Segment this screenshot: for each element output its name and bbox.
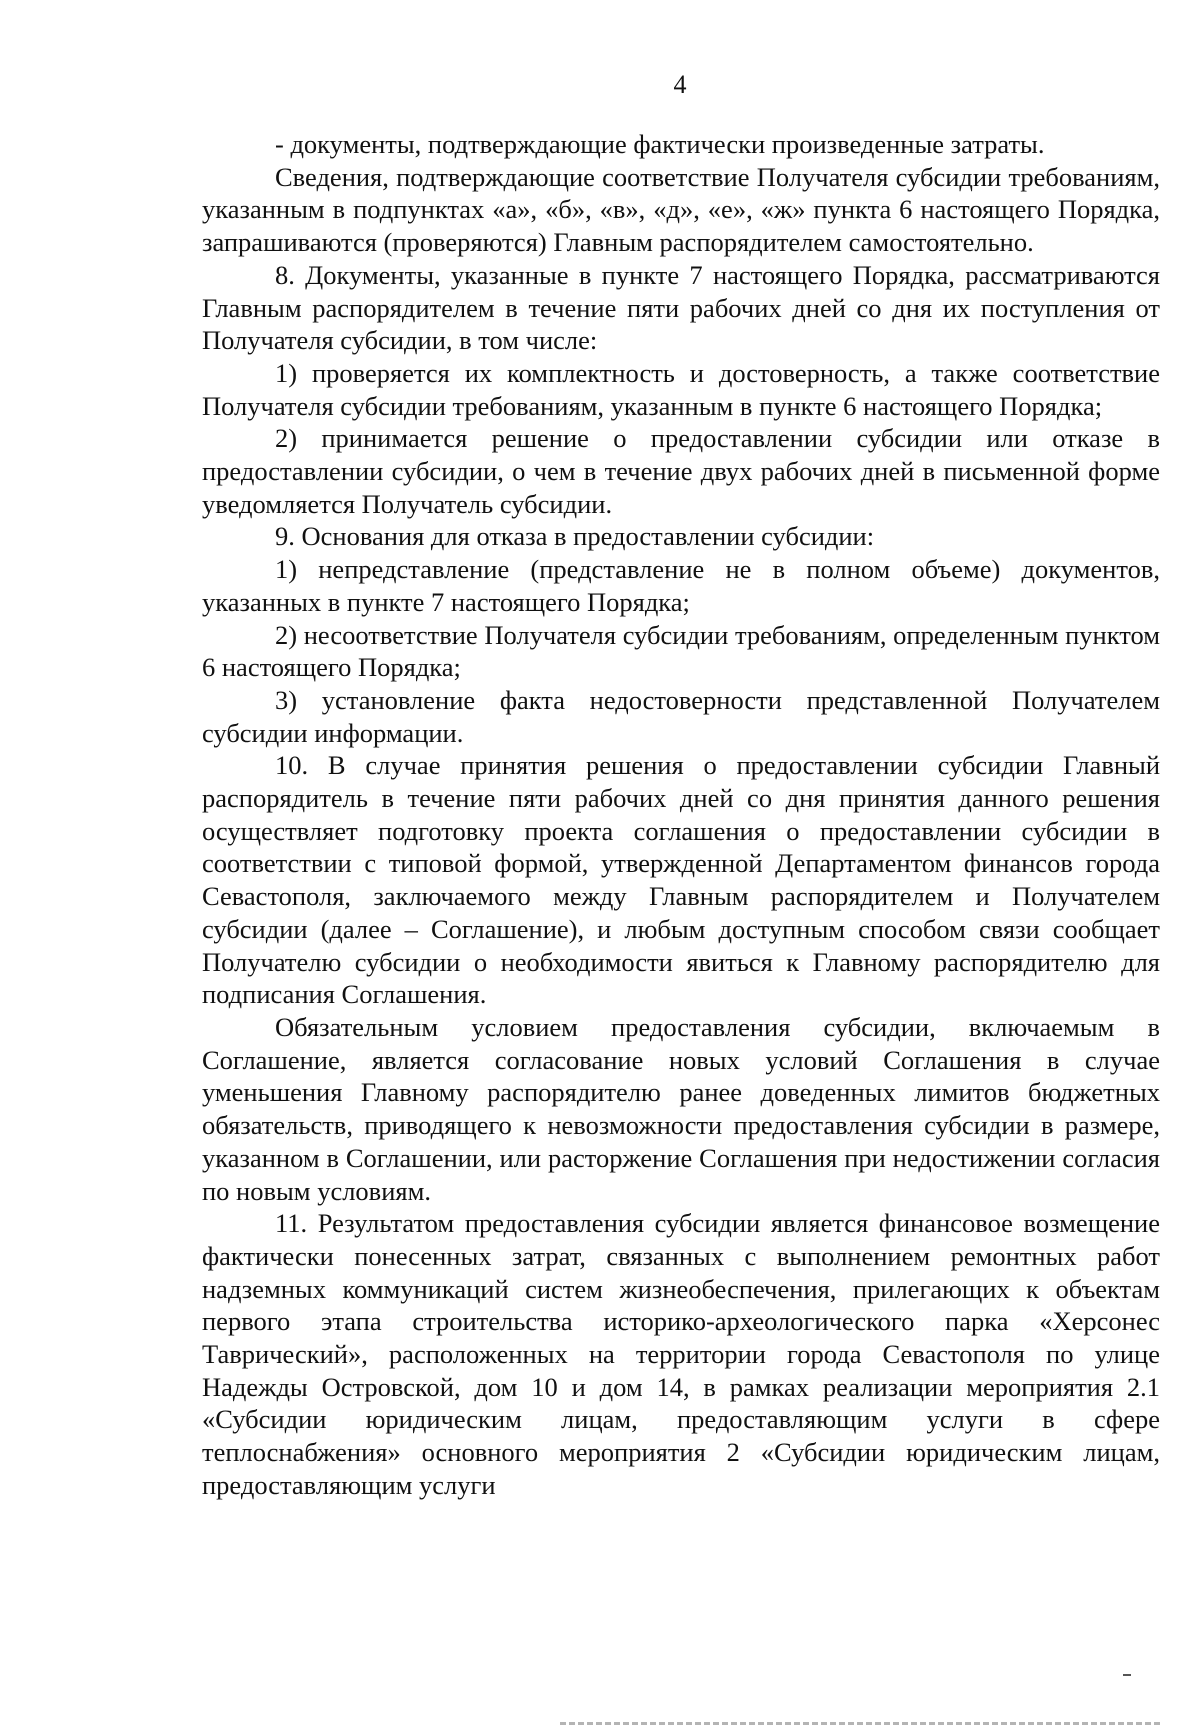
paragraph-documents-costs: - документы, подтверждающие фактически произведенные затраты. bbox=[275, 129, 1045, 159]
paragraph-item-9: 9. Основания для отказа в предоставлении субсидии: bbox=[275, 521, 875, 552]
paragraph-item-11: 11. Результатом предоставления субсидии является финансовое возмещение фактически понесенных затрат, связанных с выполнением ремонтных работ надземных коммуникаций систем жизнеобеспечения, прилегающих к объектам первого этапа строительства историко-археологического парка «Херсонес Таврический», расположенных на территории города Севастополя по улице Надежды Островской, дом 10 и дом 14, в рамках реализации мероприятия 2.1 «Субсидии юридическим лицам, предоставляющим услуги в сфере теплоснабжения» основного мероприятия 2 «Субсидии юридическим лицам, предоставляющим услуги bbox=[202, 1208, 1160, 1500]
scan-mark bbox=[1123, 1674, 1131, 1676]
paragraph-item-9-2: 2) несоответствие Получателя субсидии требованиям, определенным пунктом 6 настоящего Порядка; bbox=[202, 619, 1160, 683]
paragraph-item-8-1: 1) проверяется их комплектность и достоверность, а также соответствие Получателя субсидии требованиям, указанным в пункте 6 настоящего Порядка; bbox=[202, 357, 1160, 421]
page-number: 4 bbox=[673, 70, 687, 99]
paragraph-item-8: 8. Документы, указанные в пункте 7 настоящего Порядка, рассматриваются Главным распорядителем в течение пяти рабочих дней со дня их поступления от Получателя субсидии, в том числе: bbox=[202, 259, 1160, 356]
document-body bbox=[202, 128, 1160, 1502]
paragraph-item-8-2: 2) принимается решение о предоставлении субсидии или отказе в предоставлении субсидии, о чем в течение двух рабочих дней в письменной форме уведомляется Получатель субсидии. bbox=[202, 423, 1160, 519]
paragraph-item-9-1: 1) непредставление (представление не в полном объеме) документов, указанных в пункте 7 настоящего Порядка; bbox=[202, 554, 1160, 617]
paragraph-item-10: 10. В случае принятия решения о предоставлении субсидии Главный распорядитель в течение пяти рабочих дней со дня принятия данного решения осуществляет подготовку проекта соглашения о предоставлении субсидии в соответствии с типовой формой, утвержденной Департаментом финансов города Севастополя, заключаемого между Главным распорядителем и Получателем субсидии (далее – Соглашение), и любым доступным способом связи сообщает Получателю субсидии о необходимости явиться к Главному распорядителю для подписания Соглашения. bbox=[202, 750, 1160, 1010]
paragraph-recipient-info: Сведения, подтверждающие соответствие Получателя субсидии требованиям, указанным в подпунктах «а», «б», «в», «д», «е», «ж» пункта 6 настоящего Порядка, запрашиваются (проверяются) Главным распорядителем самостоятельно. bbox=[202, 161, 1160, 258]
scan-artifact-line bbox=[560, 1722, 1160, 1725]
paragraph-mandatory-condition: Обязательным условием предоставления субсидии, включаемым в Соглашение, является согласование новых условий Соглашения в случае уменьшения Главному распорядителю ранее доведенных лимитов бюджетных обязательств, приводящего к невозможности предоставления субсидии в размере, указанном в Соглашении, или расторжение Соглашения при недостижении согласия по новым условиям. bbox=[202, 1011, 1160, 1206]
paragraph-item-9-3: 3) установление факта недостоверности представленной Получателем субсидии информации. bbox=[202, 684, 1160, 748]
